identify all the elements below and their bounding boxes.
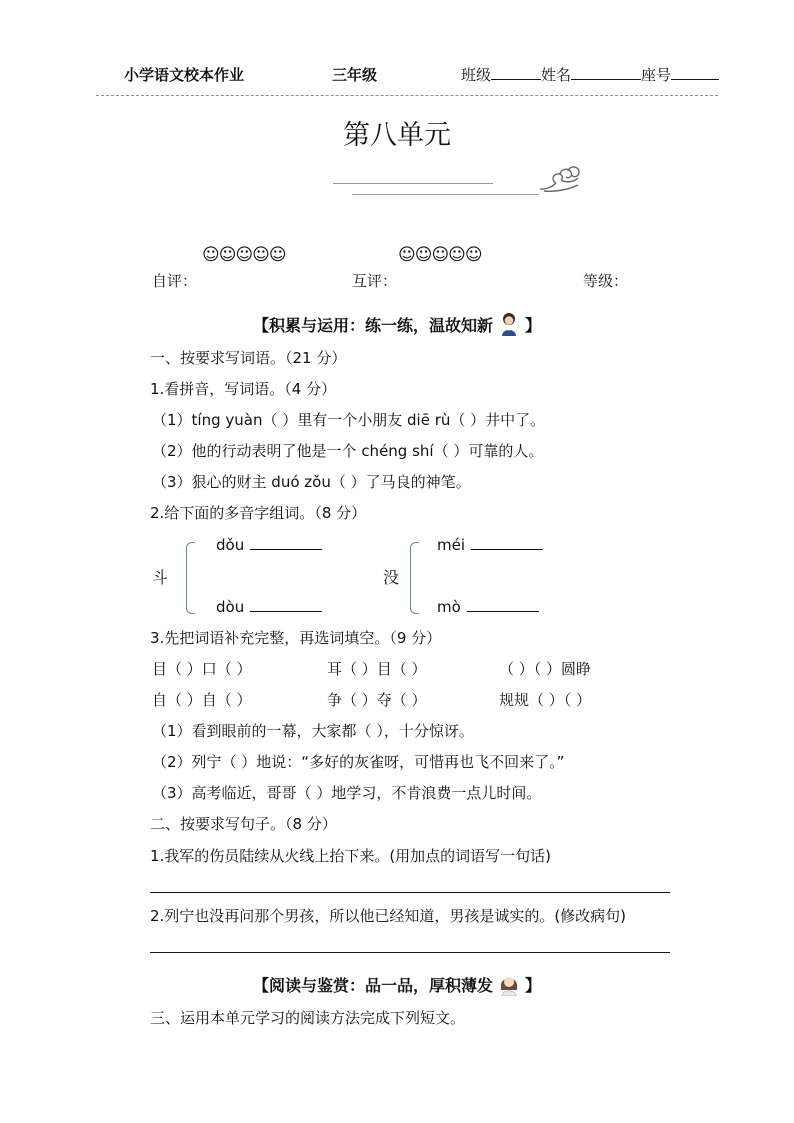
question-1-2: 2.给下面的多音字组词。（8 分） <box>150 504 367 522</box>
answer-blank[interactable] <box>250 597 322 612</box>
pinyin-item[interactable]: （3）狠心的财主 duó zǒu（ ）了马良的神笔。 <box>152 473 471 491</box>
level-label: 等级： <box>583 272 629 290</box>
polyphone-char: 没 <box>383 568 400 587</box>
question-2-2: 2.列宁也没再问那个男孩，所以他已经知道，男孩是诚实的。(修改病句) <box>150 907 627 925</box>
seat-blank[interactable] <box>671 65 719 80</box>
self-eval-label: 自评： <box>152 272 198 290</box>
cloud-ornament-icon <box>538 163 582 193</box>
fill-sentence[interactable]: （1）看到眼前的一幕，大家都（ ），十分惊讶。 <box>152 722 474 740</box>
idiom-fill[interactable]: （ ）（ ）圆睁 <box>499 660 592 678</box>
answer-blank[interactable] <box>471 535 543 550</box>
section1-heading: 【积累与运用：练一练，温故知新 】 <box>0 312 794 336</box>
pinyin-item[interactable]: （1）tíng yuàn（ ）里有一个小朋友 diē rù（ ）井中了。 <box>152 411 546 429</box>
name-label: 姓名 <box>541 66 572 84</box>
question-1-3: 3.先把词语补充完整，再选词填空。（9 分） <box>150 629 442 647</box>
polyphone-reading: méi <box>437 535 543 554</box>
brace-icon <box>186 542 195 614</box>
idiom-fill[interactable]: 争（ ）夺（ ） <box>327 691 427 709</box>
student-info-fields <box>461 64 719 85</box>
question-1-1: 1.看拼音，写词语。（4 分） <box>150 380 337 398</box>
title-deco-line <box>333 183 493 184</box>
peer-eval-faces[interactable]: ☺☺☺☺☺ <box>398 245 482 265</box>
idiom-fill[interactable]: 自（ ）自（ ） <box>152 691 252 709</box>
page-title: 第八单元 <box>343 120 451 151</box>
name-blank[interactable] <box>571 65 641 80</box>
fill-sentence[interactable]: （2）列宁（ ）地说：“多好的灰雀呀，可惜再也飞不回来了。” <box>152 753 565 771</box>
idiom-fill[interactable]: 规规（ ）（ ） <box>499 691 592 709</box>
teacher-avatar-icon <box>499 972 519 996</box>
title-deco-line <box>352 194 538 195</box>
self-eval-faces[interactable]: ☺☺☺☺☺ <box>202 245 286 265</box>
polyphone-reading: dòu <box>216 597 322 616</box>
polyphone-reading: mò <box>437 597 539 616</box>
polyphone-char: 斗 <box>152 568 169 587</box>
idiom-fill[interactable]: 目（ ）口（ ） <box>152 660 252 678</box>
answer-line[interactable] <box>150 892 670 893</box>
answer-line[interactable] <box>150 952 670 953</box>
student-avatar-icon <box>499 312 519 336</box>
question-3: 三、运用本单元学习的阅读方法完成下列短文。 <box>150 1009 466 1027</box>
grade-label: 三年级 <box>332 66 378 84</box>
school-label: 小学语文校本作业 <box>124 66 245 84</box>
polyphone-reading: dǒu <box>216 535 322 554</box>
question-1: 一、按要求写词语。（21 分） <box>150 349 347 367</box>
answer-blank[interactable] <box>250 535 322 550</box>
fill-sentence[interactable]: （3）高考临近，哥哥（ ）地学习，不肯浪费一点儿时间。 <box>152 784 542 802</box>
question-2: 二、按要求写句子。（8 分） <box>150 815 337 833</box>
peer-eval-label: 互评： <box>352 272 398 290</box>
pinyin-item[interactable]: （2）他的行动表明了他是一个 chéng shí（ ）可靠的人。 <box>152 442 544 460</box>
answer-blank[interactable] <box>467 597 539 612</box>
idiom-fill[interactable]: 耳（ ）目（ ） <box>327 660 427 678</box>
seat-label: 座号 <box>641 66 672 84</box>
brace-icon <box>410 542 419 614</box>
header-divider <box>96 95 718 96</box>
class-label: 班级 <box>461 66 492 84</box>
class-blank[interactable] <box>491 65 541 80</box>
section2-heading: 【阅读与鉴赏：品一品，厚积薄发 】 <box>0 972 794 996</box>
question-2-1: 1.我军的伤员陆续从火线上抬下来。(用加点的词语写一句话) <box>150 847 552 865</box>
